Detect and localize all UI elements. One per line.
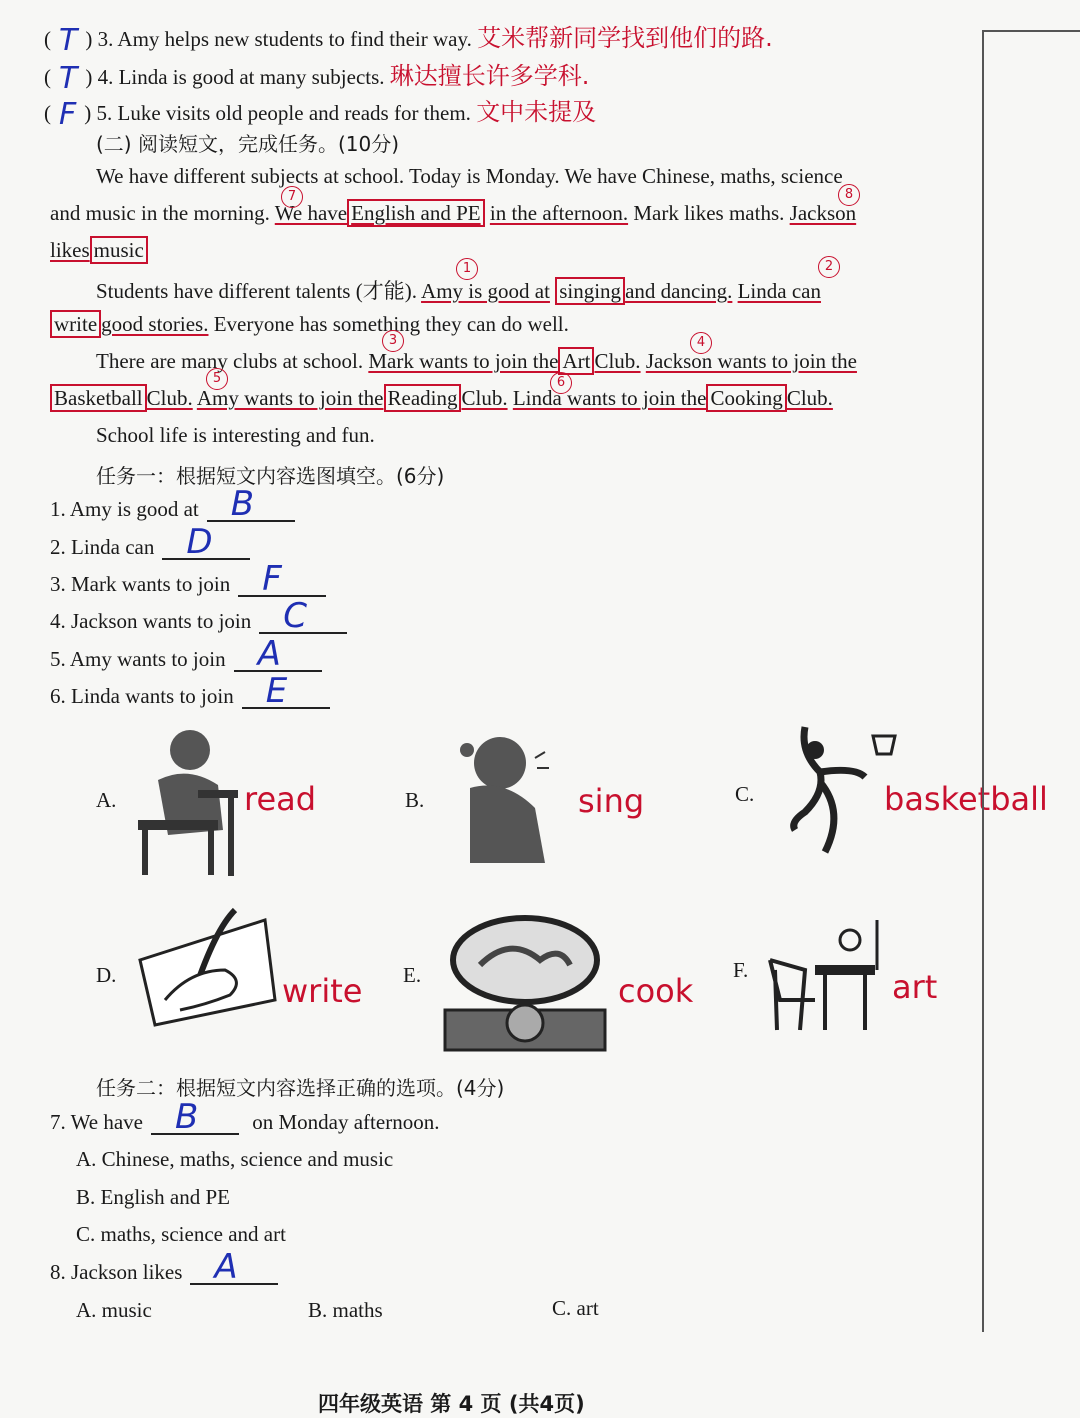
answer-blank: E (242, 685, 330, 709)
tf-mark: F (59, 97, 77, 132)
circle-mark: 5 (206, 368, 228, 390)
passage-line: write good stories. Everyone has something they can do well. (50, 312, 569, 337)
task1-question: 1. Amy is good at B (50, 497, 295, 522)
option: C. maths, science and art (76, 1222, 286, 1246)
answer-blank: B (151, 1111, 239, 1135)
passage-line: and music in the morning. We have English and PE in the afternoon. Mark likes maths. Jackson (50, 201, 857, 225)
picture-word: read (244, 780, 317, 818)
picture-label: D. (96, 963, 117, 987)
tf-mark: T (59, 23, 78, 58)
circle-mark: 3 (382, 330, 404, 352)
page-footer: 四年级英语 第 4 页 (共4页) (318, 1392, 585, 1416)
picture-word: art (892, 968, 938, 1006)
picture-label: C. (735, 782, 755, 806)
writing-hand-icon (135, 900, 285, 1030)
tf-mark: T (59, 61, 78, 96)
circle-mark: 7 (281, 186, 303, 208)
task1-question: 3. Mark wants to join F (50, 572, 326, 597)
answer-blank: A (190, 1261, 278, 1285)
task2-title: 任务二：根据短文内容选择正确的选项。(4分) (96, 1076, 505, 1100)
answer-blank: F (238, 573, 326, 597)
passage-line: We have different subjects at school. Today is Monday. We have Chinese, maths, science (96, 164, 843, 188)
margin-frame (982, 30, 1080, 1332)
task2-question: 8. Jackson likes A (50, 1260, 278, 1285)
cooking-pan-icon (440, 905, 610, 1053)
tf-item: ( T ) 3. Amy helps new students to find their way. 艾米帮新同学找到他们的路. (44, 23, 773, 58)
section-title: (二) 阅读短文，完成任务。(10分) (96, 132, 400, 156)
task1-question: 4. Jackson wants to join C (50, 609, 347, 634)
tf-note: 文中未提及 (476, 98, 597, 126)
tf-note: 艾米帮新同学找到他们的路. (477, 24, 773, 52)
tf-text: 4. Linda is good at many subjects. (97, 65, 385, 89)
singing-child-icon (455, 728, 565, 868)
option: A. Chinese, maths, science and music (76, 1147, 394, 1171)
passage-line: There are many clubs at school. Mark wants to join the Art Club. Jackson wants to join the (96, 349, 857, 373)
answer-blank: D (162, 536, 250, 560)
option: C. art (552, 1296, 599, 1320)
tf-text: 5. Luke visits old people and reads for them. (96, 101, 471, 125)
picture-label: E. (403, 963, 422, 987)
picture-word: cook (618, 972, 694, 1010)
passage-line: likes music (50, 238, 148, 263)
picture-word: basketball (884, 780, 1048, 818)
picture-word: write (282, 972, 363, 1010)
answer-blank: C (259, 610, 347, 634)
task2-question: 7. We have B on Monday afternoon. (50, 1097, 440, 1137)
passage-line: Basketball Club. Amy wants to join the Reading Club. Linda wants to join the Cooking Club. (50, 386, 833, 411)
tf-item: ( T ) 4. Linda is good at many subjects. 琳达擅长许多学科. (44, 61, 590, 96)
task1-question: 6. Linda wants to join E (50, 684, 330, 709)
task1-question: 2. Linda can D (50, 535, 250, 560)
picture-label: A. (96, 788, 117, 812)
picture-word: sing (578, 782, 645, 820)
art-easel-icon (765, 910, 885, 1040)
answer-blank: A (234, 648, 322, 672)
picture-label: F. (733, 958, 749, 982)
circle-mark: 1 (456, 258, 478, 280)
passage-line: Students have different talents (才能). Amy is good at singing and dancing. Linda can (96, 279, 821, 303)
option: B. English and PE (76, 1185, 231, 1209)
passage-line: School life is interesting and fun. (96, 423, 375, 447)
picture-label: B. (405, 788, 425, 812)
task1-question: 5. Amy wants to join A (50, 647, 322, 672)
tf-note: 琳达擅长许多学科. (389, 62, 590, 90)
circle-mark: 8 (838, 184, 860, 206)
tf-text: 3. Amy helps new students to find their way. (97, 27, 472, 51)
circle-mark: 4 (690, 332, 712, 354)
answer-blank: B (207, 498, 295, 522)
reading-child-icon (128, 720, 248, 880)
task1-title: 任务一：根据短文内容选图填空。(6分) (96, 464, 445, 488)
option: A. music (76, 1298, 152, 1322)
tf-item: ( F ) 5. Luke visits old people and reads for them. 文中未提及 (44, 97, 597, 132)
circle-mark: 2 (818, 256, 840, 278)
circle-mark: 6 (550, 372, 572, 394)
option: B. maths (308, 1298, 383, 1322)
